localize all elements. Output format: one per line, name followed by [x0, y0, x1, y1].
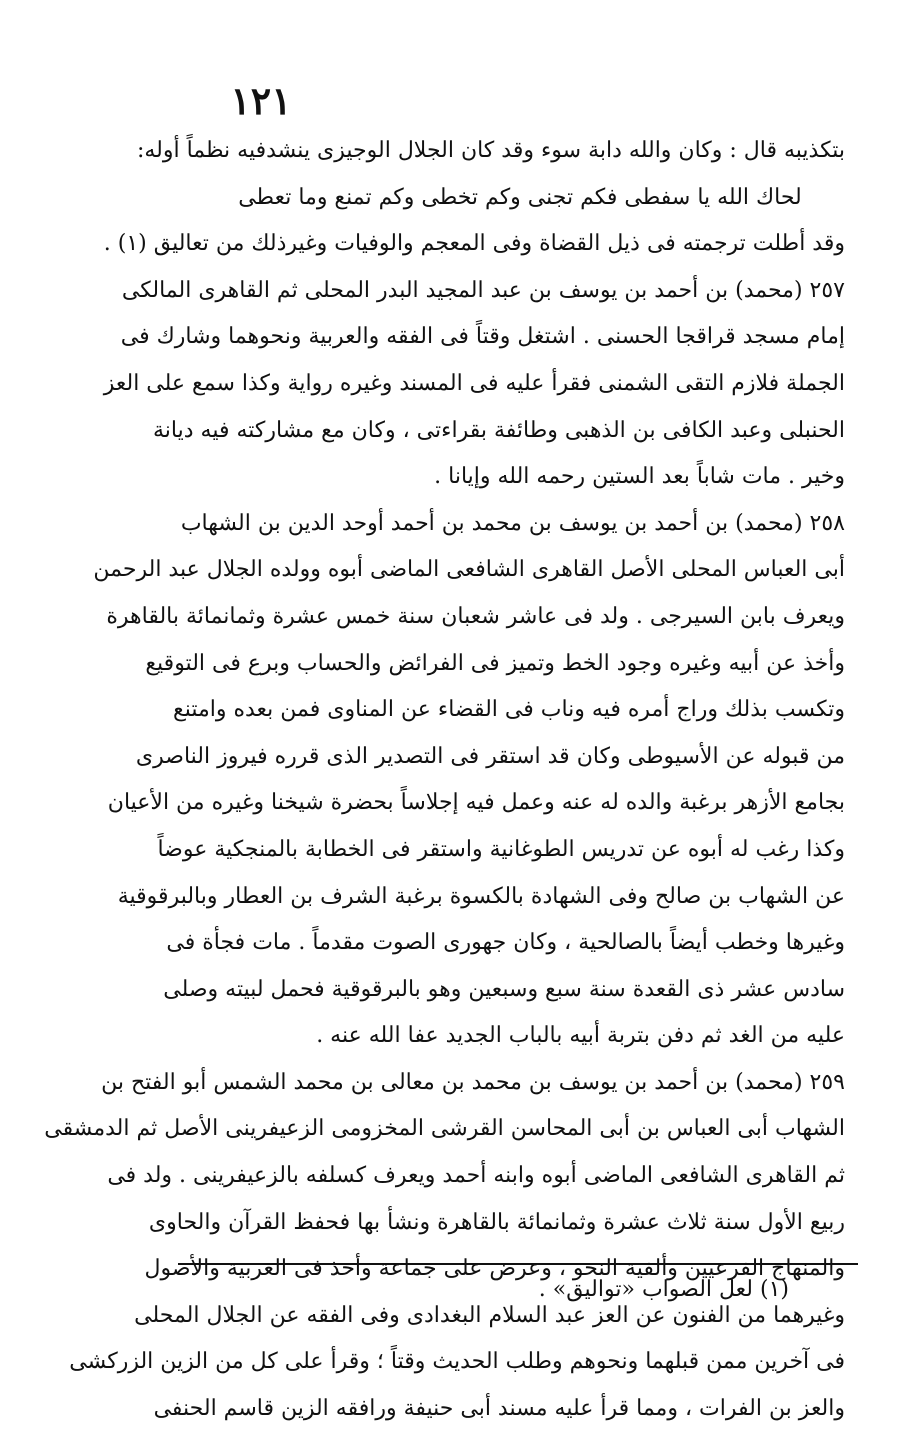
text-line: الشهاب أبى العباس بن أبى المحاسن القرشى المخزومى الزعيفرينى الأصل ثم الدمشقى — [44, 1116, 845, 1142]
text-line: وتكسب بذلك وراج أمره فيه وناب فى القضاء عن المناوى فمن بعده وامتنع — [172, 697, 845, 723]
text-line: الجملة فلازم التقى الشمنى فقرأ عليه فى المسند وغيره رواية وكذا سمع على العز — [103, 370, 845, 396]
verse-line: لحاك الله يا سفطى فكم تجنى وكم تخطى وكم تمنع وما تعطى — [238, 184, 802, 210]
text-line: الحنبلى وعبد الكافى بن الذهبى وطائفة بقراءتى ، وكان مع مشاركته فيه ديانة — [153, 417, 845, 443]
text-line: عليه من الغد ثم دفن بتربة أبيه بالباب الجديد عفا الله عنه . — [316, 1023, 845, 1049]
entry-258-heading: ٢٥٨ (محمد) بن أحمد بن يوسف بن محمد بن أحمد أوحد الدين بن الشهاب — [180, 510, 845, 536]
footnote-divider — [178, 1263, 858, 1265]
text-line: إمام مسجد قراقجا الحسنى . اشتغل وقتاً فى الفقه والعربية ونحوهما وشارك فى — [120, 324, 845, 350]
body-text — [44, 128, 845, 1433]
text-line: من قبوله عن الأسيوطى وكان قد استقر فى التصدير الذى قرره فيروز الناصرى — [135, 743, 845, 769]
text-line: وغيرهما من الفنون عن العز عبد السلام البغدادى وفى الفقه عن الجلال المحلى — [134, 1302, 845, 1328]
text-line: ربيع الأول سنة ثلاث عشرة وثمانمائة بالقاهرة ونشأ بها فحفظ القرآن والحاوى — [148, 1209, 845, 1235]
text-line: سادس عشر ذى القعدة سنة سبع وسبعين وهو بالبرقوقية فحمل لبيته وصلى — [163, 976, 845, 1002]
page-number: ١٢١ — [230, 78, 292, 123]
entry-259-heading: ٢٥٩ (محمد) بن أحمد بن يوسف بن محمد بن معالى بن محمد الشمس أبو الفتح بن — [101, 1069, 845, 1095]
text-line: وغيرها وخطب أيضاً بالصالحية ، وكان جهورى الصوت مقدماً . مات فجأة فى — [166, 930, 845, 956]
text-line: والعز بن الفرات ، ومما قرأ عليه مسند أبى حنيفة ورافقه الزين قاسم الحنفى — [153, 1396, 845, 1422]
text-line: ثم القاهرى الشافعى الماضى أبوه وابنه أحمد ويعرف كسلفه بالزعيفرينى . ولد فى — [107, 1163, 845, 1189]
text-line: فى آخرين ممن قبلهما ونحوهم وطلب الحديث وقتاً ؛ وقرأ على كل من الزين الزركشى — [69, 1349, 845, 1375]
text-line: بجامع الأزهر برغبة والده له عنه وعمل فيه إجلاساً بحضرة شيخنا وغيره من الأعيان — [107, 790, 845, 816]
footnote: (١) لعل الصواب «تواليق» . — [538, 1277, 789, 1302]
text-line: والمنهاج الفرعيين وألفية النحو ، وعرض على جماعة وأخذ فى العربية والأصول — [144, 1256, 845, 1282]
entry-257-heading: ٢٥٧ (محمد) بن أحمد بن يوسف بن عبد المجيد البدر المحلى ثم القاهرى المالكى — [121, 277, 845, 303]
text-line: وقد أطلت ترجمته فى ذيل القضاة وفى المعجم والوفيات وغيرذلك من تعاليق (١) . — [103, 231, 845, 257]
text-line: بتكذيبه قال : وكان والله دابة سوء وقد كان الجلال الوجيزى ينشدفيه نظماً أوله: — [136, 138, 845, 163]
text-line: ويعرف بابن السيرجى . ولد فى عاشر شعبان سنة خمس عشرة وثمانمائة بالقاهرة — [106, 603, 845, 629]
text-line: وأخذ عن أبيه وغيره وجود الخط وتميز فى الفرائض والحساب وبرع فى التوقيع — [145, 650, 845, 676]
text-line: عن الشهاب بن صالح وفى الشهادة بالكسوة برغبة الشرف بن العطار وبالبرقوقية — [117, 883, 845, 909]
text-line: أبى العباس المحلى الأصل القاهرى الشافعى الماضى أبوه وولده الجلال عبد الرحمن — [93, 557, 845, 583]
text-line: وكذا رغب له أبوه عن تدريس الطوغانية واستقر فى الخطابة بالمنجكية عوضاً — [157, 836, 845, 862]
text-line: وخير . مات شاباً بعد الستين رحمه الله وإيانا . — [434, 464, 845, 490]
